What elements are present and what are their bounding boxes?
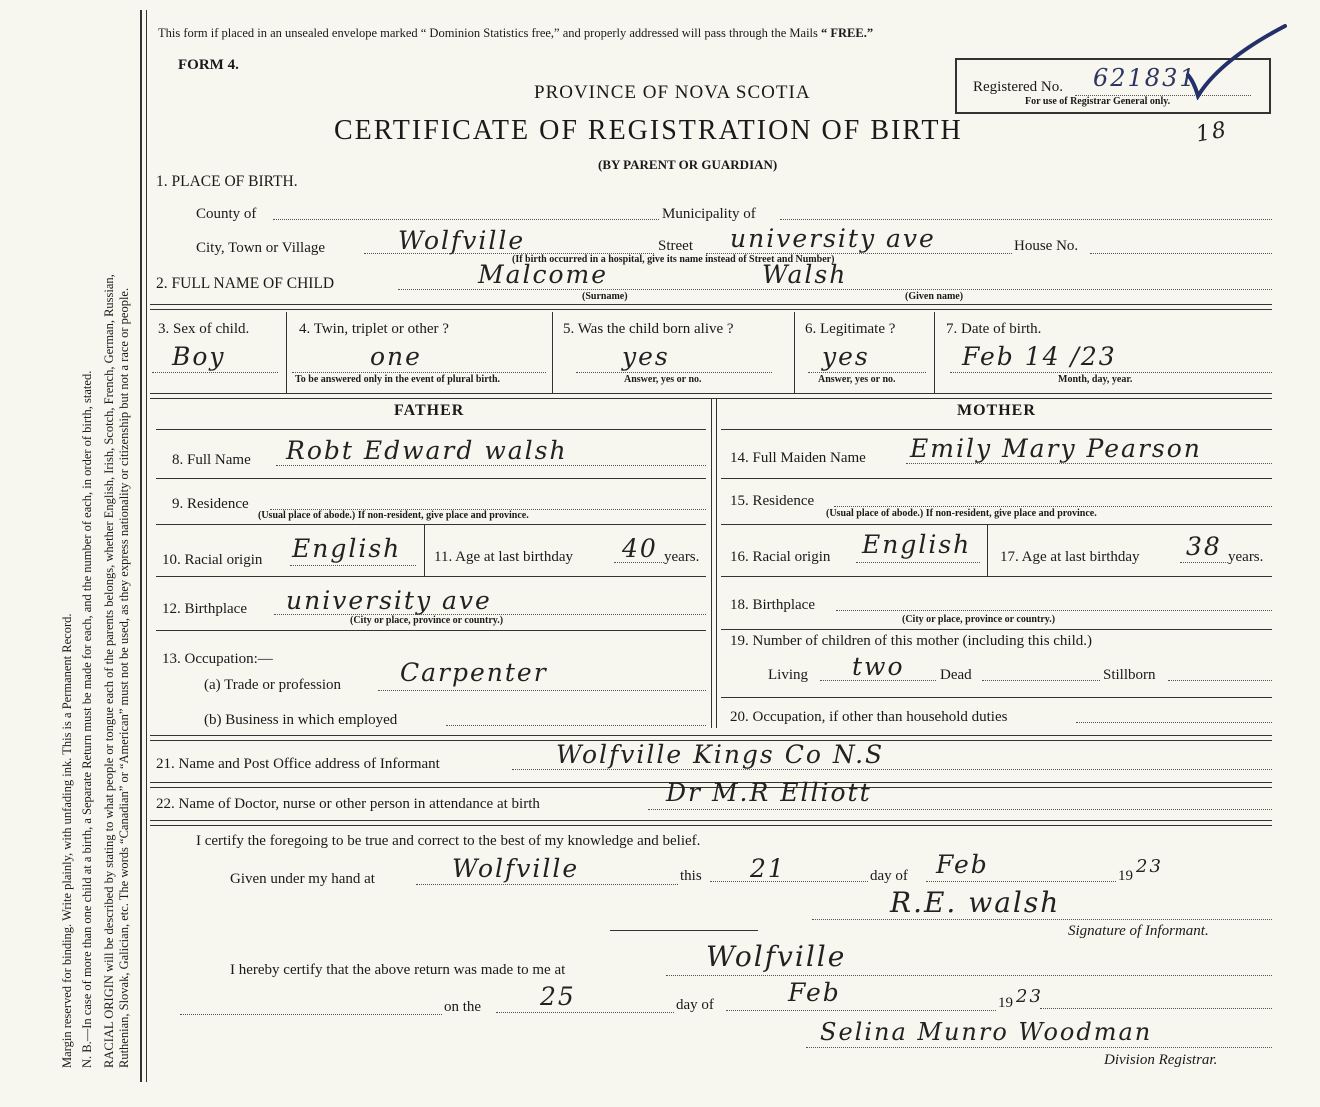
place-of-birth-heading: 1. PLACE OF BIRTH. — [156, 173, 298, 190]
binding-line — [140, 10, 142, 1082]
given-month-value: Feb — [936, 850, 989, 879]
father-years-label: years. — [664, 549, 700, 565]
child-name-label: 2. FULL NAME OF CHILD — [156, 275, 335, 292]
registrar-year-field — [1040, 1008, 1272, 1009]
date-of-birth-label: 7. Date of birth. — [946, 321, 1042, 337]
father-trade-label: (a) Trade or profession — [204, 677, 342, 693]
divider — [156, 630, 706, 631]
given-under-hand-label: Given under my hand at — [230, 871, 375, 887]
page-title: CERTIFICATE OF REGISTRATION OF BIRTH — [334, 115, 963, 146]
mother-age-value: 38 — [1186, 532, 1222, 561]
city-label: City, Town or Village — [196, 240, 326, 256]
father-racial-origin-field — [290, 565, 416, 566]
column-divider — [424, 524, 425, 576]
mother-birthplace-label: 18. Birthplace — [730, 597, 815, 613]
date-of-birth-field — [950, 372, 1272, 373]
father-residence-caption: (Usual place of abode.) If non-resident, give place and province. — [258, 510, 529, 521]
column-divider — [987, 524, 988, 576]
mother-residence-label: 15. Residence — [730, 493, 815, 509]
registrar-signature-caption: Division Registrar. — [1104, 1052, 1218, 1068]
mother-age-label: 17. Age at last birthday — [1000, 549, 1140, 565]
mother-name-value: Emily Mary Pearson — [910, 434, 1202, 463]
mother-name-field — [906, 463, 1272, 464]
given-day-value: 21 — [750, 854, 786, 883]
divider — [721, 524, 1272, 525]
father-age-label: 11. Age at last birthday — [434, 549, 573, 565]
doctor-value: Dr M.R Elliott — [666, 778, 872, 807]
mother-racial-origin-label: 16. Racial origin — [730, 549, 831, 565]
postal-note: This form if placed in an unsealed envelope marked “ Dominion Statistics free,” and properly addressed will pass through the Mails “ FREE.” — [158, 26, 874, 40]
child-surname: Malcome — [478, 260, 609, 289]
mother-occupation-label: 20. Occupation, if other than household duties — [730, 709, 1008, 725]
free-mark: “ FREE.” — [821, 26, 874, 40]
father-business-label: (b) Business in which employed — [204, 712, 398, 728]
divider — [721, 629, 1272, 630]
registrar-year-value: 23 — [1016, 986, 1043, 1007]
column-divider — [794, 312, 795, 394]
registrar-month-field — [726, 1010, 996, 1011]
registrar-month-value: Feb — [788, 978, 841, 1007]
informant-signature-caption: Signature of Informant. — [1068, 923, 1209, 939]
dead-field — [982, 680, 1100, 681]
child-name-field — [398, 289, 1272, 290]
legitimate-label: 6. Legitimate ? — [805, 321, 896, 337]
divider — [721, 429, 1272, 430]
registrar-place-value: Wolfville — [706, 940, 847, 973]
father-name-label: 8. Full Name — [172, 452, 251, 468]
mother-birthplace-field — [836, 610, 1272, 611]
legitimate-value: yes — [822, 342, 870, 371]
dead-label: Dead — [940, 667, 972, 683]
on-the-label: on the — [444, 999, 482, 1015]
street-label: Street — [658, 238, 693, 254]
column-divider — [286, 312, 287, 394]
father-business-field — [446, 725, 706, 726]
mother-residence-caption: (Usual place of abode.) If non-resident, give place and province. — [826, 508, 1097, 519]
parents-divider — [711, 398, 712, 728]
divider — [721, 697, 1272, 698]
column-divider — [552, 312, 553, 394]
short-rule — [610, 930, 758, 931]
registrar-signature: Selina Munro Woodman — [820, 1018, 1153, 1046]
mother-racial-origin-value: English — [862, 530, 972, 559]
registrar-day-of-label: day of — [676, 997, 714, 1013]
mother-occupation-field — [1076, 722, 1272, 723]
given-day-field — [710, 881, 868, 882]
margin-note-racial-origin-cont: Ruthenian, Slovak, Galician, etc. The words “Canadian” or “American” must not be used, as they express nationality or citizenship but not a race or people. — [117, 287, 131, 1068]
born-alive-value: yes — [622, 342, 670, 371]
father-trade-field — [378, 690, 706, 691]
check-mark-icon — [1180, 20, 1290, 100]
municipality-label: Municipality of — [662, 206, 756, 222]
given-place-field — [416, 884, 678, 885]
margin-note-binding: Margin reserved for binding. Write plainly, with unfading ink. This is a Permanent Record. — [60, 613, 74, 1068]
divider — [156, 524, 706, 525]
divider — [156, 429, 706, 430]
mother-years-label: years. — [1228, 549, 1264, 565]
informant-signature: R.E. walsh — [890, 886, 1061, 919]
city-value: Wolfville — [398, 226, 526, 255]
father-birthplace-value: university ave — [286, 586, 492, 615]
mother-heading: MOTHER — [957, 402, 1036, 419]
given-name-caption: (Given name) — [905, 291, 964, 302]
registrar-day-field — [496, 1012, 674, 1013]
doctor-label: 22. Name of Doctor, nurse or other person in attendance at birth — [156, 796, 540, 812]
registrar-line-lead — [180, 1014, 442, 1015]
father-name-field — [276, 465, 706, 466]
mother-racial-origin-field — [856, 562, 980, 563]
born-alive-label: 5. Was the child born alive ? — [563, 321, 734, 337]
doctor-field — [648, 809, 1272, 810]
registrar-year-prefix: 19 — [998, 995, 1013, 1011]
registrar-signature-field — [806, 1047, 1272, 1048]
date-of-birth-value: Feb 14 /23 — [962, 342, 1117, 371]
father-birthplace-label: 12. Birthplace — [162, 601, 247, 617]
divider — [150, 309, 1272, 310]
father-trade-value: Carpenter — [400, 658, 548, 687]
divider — [721, 576, 1272, 577]
mother-name-label: 14. Full Maiden Name — [730, 450, 866, 466]
living-value: two — [852, 652, 905, 681]
binding-line-inner — [146, 10, 147, 1082]
child-given-name: Walsh — [762, 260, 848, 289]
street-value: university ave — [730, 224, 936, 253]
county-label: County of — [196, 206, 257, 222]
divider — [150, 735, 1272, 736]
margin-note-racial-origin: RACIAL ORIGIN will be described by stating to what people or tongue each of the parents belongs, whether English, Irish, Scotch, French, German, Russian, — [102, 274, 116, 1068]
twin-value: one — [370, 342, 422, 371]
corner-mark: 18 — [1194, 117, 1230, 148]
surname-caption: (Surname) — [582, 291, 628, 302]
given-month-field — [926, 881, 1116, 882]
date-of-birth-caption: Month, day, year. — [1058, 374, 1133, 385]
given-year-value: 23 — [1136, 856, 1163, 877]
legitimate-caption: Answer, yes or no. — [818, 374, 896, 385]
informant-field — [512, 769, 1272, 770]
divider — [150, 820, 1272, 821]
father-racial-origin-value: English — [292, 534, 402, 563]
mother-children-label: 19. Number of children of this mother (including this child.) — [730, 633, 1093, 649]
registrar-use-note: For use of Registrar General only. — [1025, 96, 1171, 107]
province-heading: PROVINCE OF NOVA SCOTIA — [534, 82, 811, 103]
informant-label: 21. Name and Post Office address of Informant — [156, 756, 440, 772]
divider — [150, 393, 1272, 394]
given-year-prefix: 19 — [1118, 868, 1133, 884]
legitimate-field — [808, 372, 926, 373]
born-alive-field — [576, 372, 772, 373]
parents-divider — [716, 398, 717, 728]
this-label: this — [680, 868, 702, 884]
given-day-of-label: day of — [870, 868, 908, 884]
sex-label: 3. Sex of child. — [158, 321, 250, 337]
registrar-day-value: 25 — [540, 982, 576, 1011]
stillborn-field — [1168, 680, 1272, 681]
column-divider — [934, 312, 935, 394]
father-heading: FATHER — [394, 402, 465, 419]
living-label: Living — [768, 667, 808, 683]
form-number: FORM 4. — [178, 57, 239, 73]
municipality-field — [780, 219, 1272, 220]
divider — [721, 478, 1272, 479]
divider — [156, 576, 706, 577]
informant-value: Wolfville Kings Co N.S — [556, 740, 885, 769]
house-number-label: House No. — [1014, 238, 1079, 254]
stillborn-label: Stillborn — [1103, 667, 1156, 683]
house-number-field — [1090, 253, 1272, 254]
county-field — [273, 219, 659, 220]
informant-signature-field — [812, 919, 1272, 920]
certify-statement: I certify the foregoing to be true and correct to the best of my knowledge and belief. — [196, 833, 701, 849]
registered-label: Registered No. — [973, 79, 1063, 95]
father-racial-origin-label: 10. Racial origin — [162, 552, 263, 568]
twin-caption: To be answered only in the event of plural birth. — [295, 374, 501, 385]
father-age-value: 40 — [622, 534, 658, 563]
divider — [150, 825, 1272, 826]
registrar-statement: I hereby certify that the above return was made to me at — [230, 962, 566, 978]
father-birthplace-caption: (City or place, province or country.) — [350, 615, 504, 626]
hospital-note: (If birth occurred in a hospital, give its name instead of Street and Number) — [512, 254, 835, 265]
father-residence-label: 9. Residence — [172, 496, 249, 512]
mother-birthplace-caption: (City or place, province or country.) — [902, 614, 1056, 625]
margin-note-multiple-births: N. B.—In case of more than one child at a birth, a Separate Return must be made for each, and the number of each, in order of birth, stated. — [80, 370, 94, 1068]
father-occupation-label: 13. Occupation:— — [162, 651, 273, 667]
mother-age-field — [1180, 562, 1228, 563]
mother-residence-field — [834, 506, 1272, 507]
registrar-place-field — [666, 975, 1272, 976]
sex-value: Boy — [172, 342, 226, 371]
registered-number: 621831 — [1093, 64, 1197, 92]
twin-field — [292, 372, 546, 373]
divider — [150, 304, 1272, 305]
father-name-value: Robt Edward walsh — [286, 436, 568, 465]
given-place-value: Wolfville — [452, 854, 580, 883]
divider — [156, 478, 706, 479]
twin-label: 4. Twin, triplet or other ? — [299, 321, 449, 337]
sex-field — [152, 372, 278, 373]
page-subtitle: (BY PARENT OR GUARDIAN) — [598, 157, 778, 172]
born-alive-caption: Answer, yes or no. — [624, 374, 702, 385]
